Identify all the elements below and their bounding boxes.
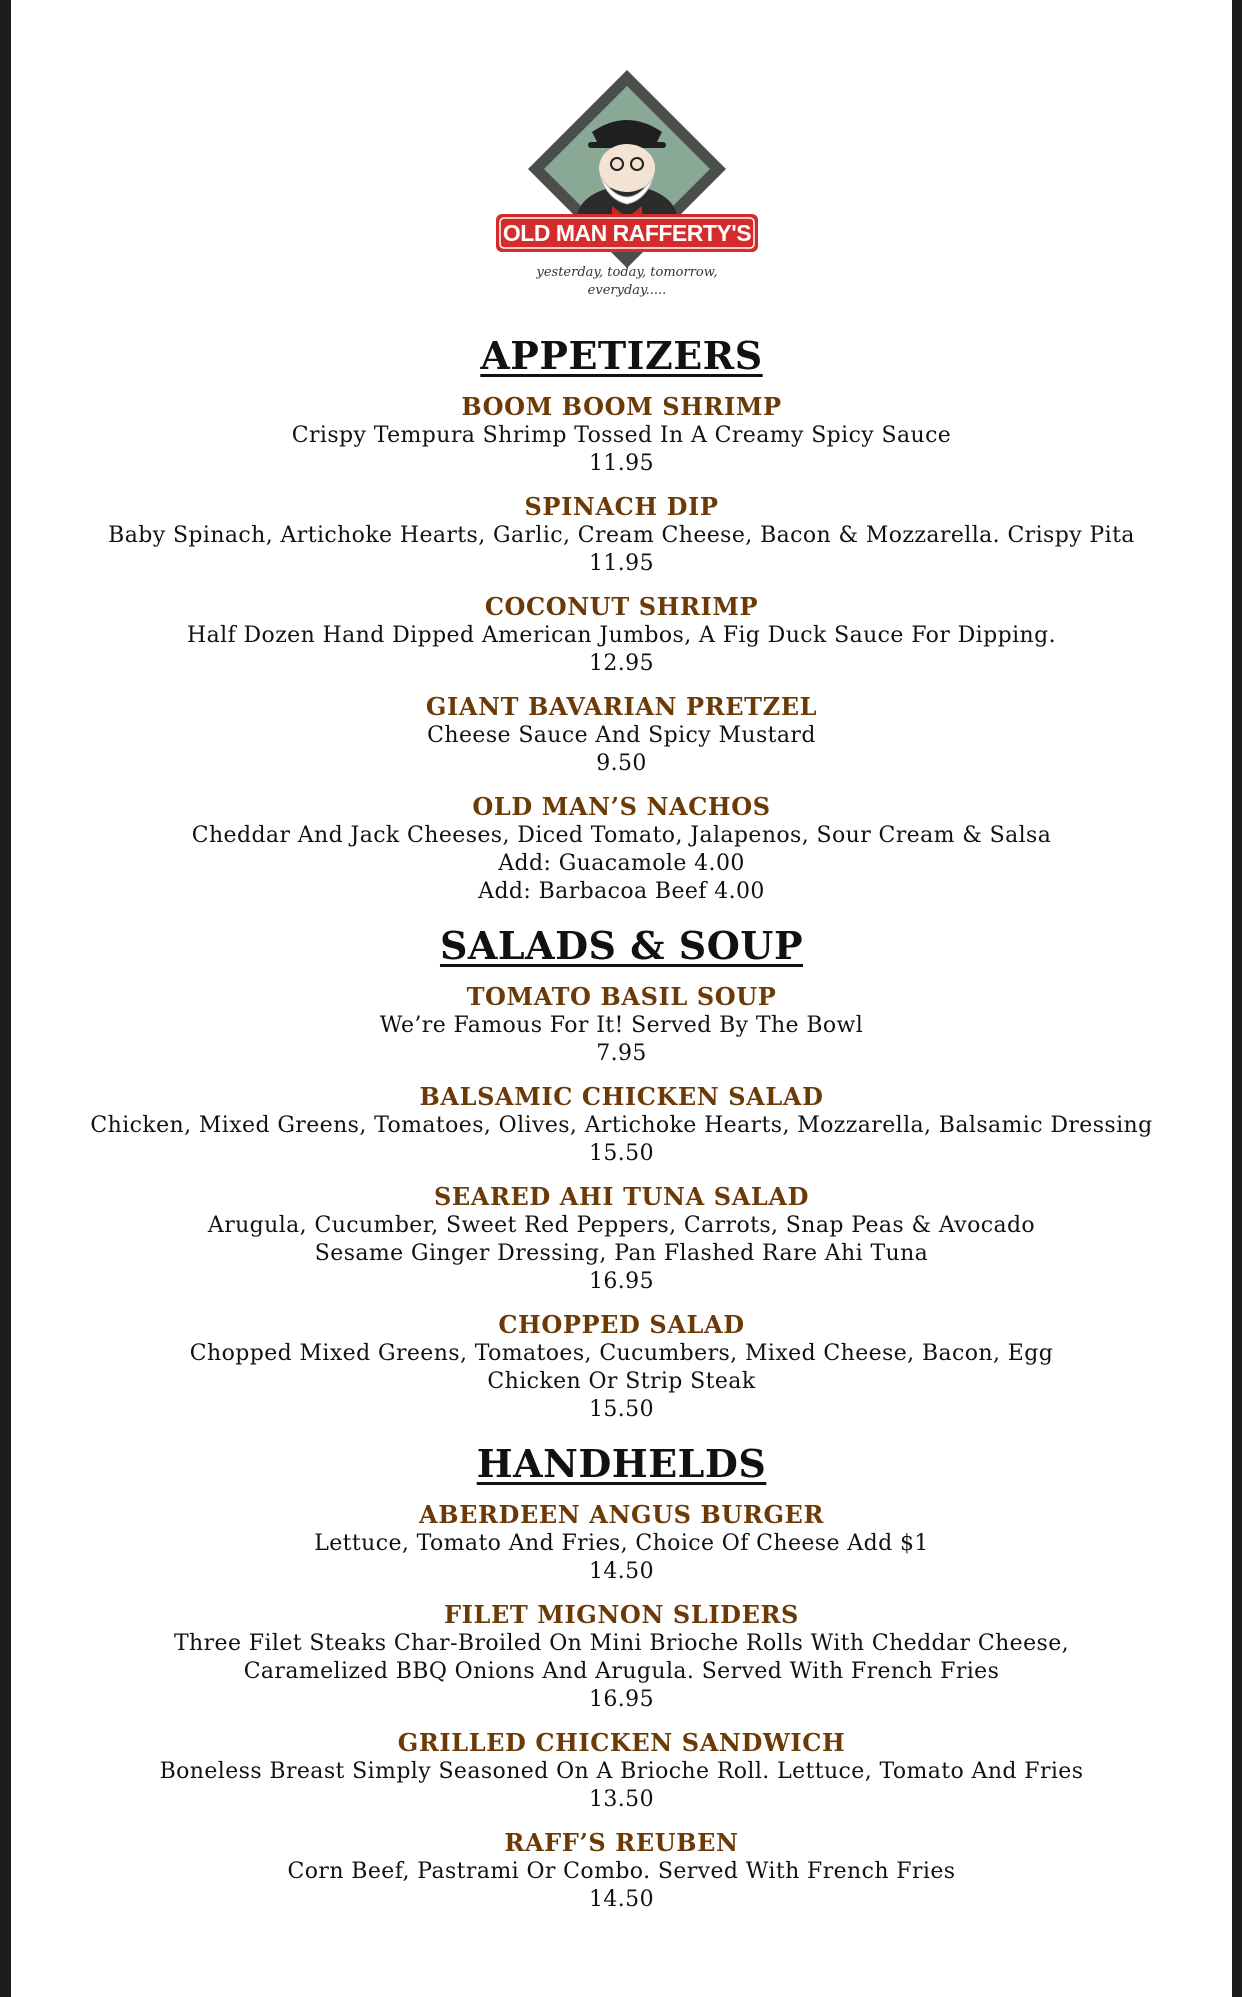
menu-item [11,1082,1232,1168]
menu-item [11,1728,1232,1814]
menu-item-detail: Chicken, Mixed Greens, Tomatoes, Olives, Artichoke Hearts, Mozzarella, Balsamic Dressing [90,1113,1153,1138]
logo-brand-text: OLD MAN RAFFERTY'S [502,220,752,246]
menu-item-name: SPINACH DIP [524,492,719,521]
menu-item-name: ABERDEEN ANGUS BURGER [418,1500,824,1529]
menu-item-detail: Cheddar And Jack Cheeses, Diced Tomato, Jalapenos, Sour Cream & Salsa [191,823,1052,848]
menu-item [11,392,1232,478]
menu-item-detail: Baby Spinach, Artichoke Hearts, Garlic, Cream Cheese, Bacon & Mozzarella. Crispy Pita [108,523,1135,548]
menu-item-detail: Chicken Or Strip Steak [487,1369,756,1394]
menu-item [11,592,1232,678]
menu-item [11,982,1232,1068]
menu-item [11,1600,1232,1714]
logo-tagline: yesterday, today, tomorrow, everyday..... [536,265,718,298]
menu-item-name: BALSAMIC CHICKEN SALAD [419,1082,824,1111]
menu-item-detail: Caramelized BBQ Onions And Arugula. Served With French Fries [243,1659,1000,1684]
menu-item-name: GIANT BAVARIAN PRETZEL [425,692,818,721]
menu-item-detail: 16.95 [589,1687,654,1712]
menu-item-detail: 12.95 [589,651,654,676]
menu-item-detail: 9.50 [596,751,647,776]
menu-item-name: CHOPPED SALAD [498,1310,745,1339]
logo-graphic [496,68,758,294]
menu-item-name: BOOM BOOM SHRIMP [461,392,782,421]
menu-item-detail: 7.95 [596,1041,647,1066]
menu-item-name: FILET MIGNON SLIDERS [444,1600,799,1629]
menu-item-detail: 15.50 [589,1397,654,1422]
menu-item-detail: Lettuce, Tomato And Fries, Choice Of Cheese Add $1 [314,1531,929,1556]
menu-item [11,792,1232,906]
menu-item-detail: Chopped Mixed Greens, Tomatoes, Cucumbers, Mixed Cheese, Bacon, Egg [189,1341,1054,1366]
menu-section [11,330,1232,906]
section-title: APPETIZERS [480,333,763,378]
menu-item-detail: Boneless Breast Simply Seasoned On A Brioche Roll. Lettuce, Tomato And Fries [159,1759,1084,1784]
menu-item-detail: 14.50 [589,1887,654,1912]
menu-content [11,330,1232,1928]
menu-item-detail: 11.95 [589,551,654,576]
menu-item-name: RAFF’S REUBEN [504,1828,739,1857]
menu-item-detail: 16.95 [589,1269,654,1294]
menu-item-name: TOMATO BASIL SOUP [466,982,777,1011]
menu-item-detail: We’re Famous For It! Served By The Bowl [379,1013,864,1038]
restaurant-logo [496,68,758,298]
section-title: SALADS & SOUP [439,923,804,968]
menu-item [11,1500,1232,1586]
menu-item [11,492,1232,578]
menu-section [11,920,1232,1424]
menu-item-detail: 14.50 [589,1559,654,1584]
menu-item [11,1828,1232,1914]
menu-item-detail: 13.50 [589,1787,654,1812]
menu-item-detail: Crispy Tempura Shrimp Tossed In A Creamy Spicy Sauce [291,423,952,448]
section-title: HANDHELDS [476,1441,767,1486]
menu-item-detail: 11.95 [589,451,654,476]
menu-item-detail: Corn Beef, Pastrami Or Combo. Served With French Fries [287,1859,956,1884]
menu-item-detail: Three Filet Steaks Char-Broiled On Mini Brioche Rolls With Cheddar Cheese, [173,1631,1070,1656]
menu-item-detail: 15.50 [589,1141,654,1166]
menu-item-name: GRILLED CHICKEN SANDWICH [397,1728,846,1757]
menu-item-detail: Cheese Sauce And Spicy Mustard [427,723,816,748]
menu-item-name: OLD MAN’S NACHOS [472,792,771,821]
menu-item [11,1310,1232,1424]
menu-item [11,1182,1232,1296]
menu-item-detail: Half Dozen Hand Dipped American Jumbos, A Fig Duck Sauce For Dipping. [187,623,1056,648]
menu-item [11,692,1232,778]
menu-item-detail: Add: Guacamole 4.00 [498,851,745,876]
menu-section [11,1438,1232,1914]
menu-item-name: SEARED AHI TUNA SALAD [433,1182,810,1211]
menu-item-detail: Sesame Ginger Dressing, Pan Flashed Rare Ahi Tuna [314,1241,929,1266]
menu-item-name: COCONUT SHRIMP [484,592,759,621]
menu-item-detail: Arugula, Cucumber, Sweet Red Peppers, Carrots, Snap Peas & Avocado [207,1213,1036,1238]
menu-item-detail: Add: Barbacoa Beef 4.00 [478,879,765,904]
menu-page [11,0,1232,1997]
